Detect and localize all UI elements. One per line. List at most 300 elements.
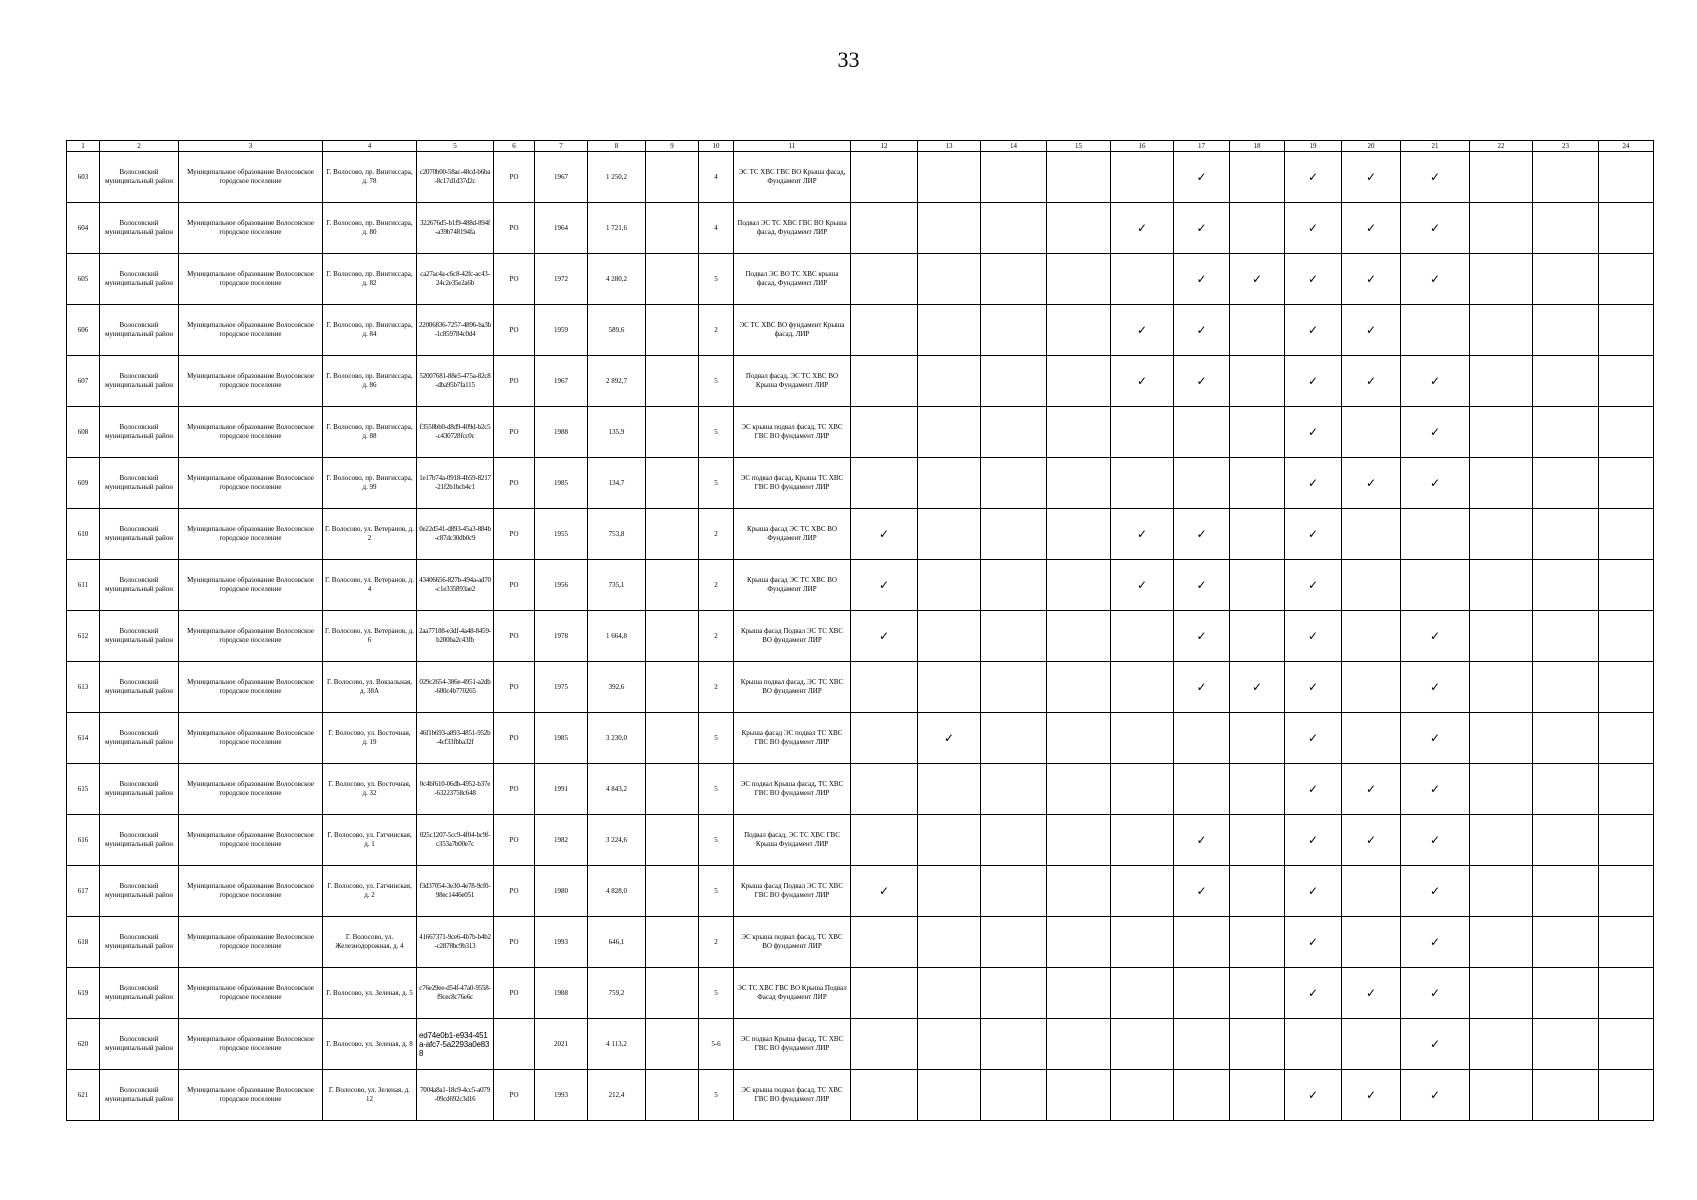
address-cell: Г. Волосово, ул. Зеленая, д. 8: [323, 1019, 417, 1070]
municipality-cell: Муниципальное образование Волосовское городское поселение: [179, 560, 323, 611]
check-cell-col-24: [1599, 866, 1654, 917]
row-number: 610: [67, 509, 100, 560]
column-9-cell: [646, 203, 699, 254]
row-number: 608: [67, 407, 100, 458]
check-cell-col-19: [1285, 713, 1342, 764]
district-cell: Волосовский муниципальный район: [100, 560, 179, 611]
address-cell: Г. Волосово, пр. Вингиссара, д. 88: [323, 407, 417, 458]
checkmark-icon: ✓: [1307, 424, 1319, 439]
address-cell: Г. Волосово, ул. Гатчинская, д. 2: [323, 866, 417, 917]
area-cell: 392,6: [588, 662, 646, 713]
checkmark-icon: ✓: [1196, 628, 1207, 643]
municipality-cell: Муниципальное образование Волосовское городское поселение: [179, 815, 323, 866]
type-cell: РО: [494, 866, 535, 917]
floors-cell: 2: [699, 611, 734, 662]
check-cell-col-15: [1047, 356, 1111, 407]
check-cell-col-24: [1599, 203, 1654, 254]
year-cell: 1991: [535, 764, 588, 815]
checkmark-icon: ✓: [1429, 628, 1441, 643]
house-code-cell: 1e17b74a-0918-4b59-8217-21f2b1bcb4c1: [417, 458, 494, 509]
check-cell-col-16: [1111, 509, 1174, 560]
floors-cell: 2: [699, 509, 734, 560]
check-cell-col-22: [1470, 152, 1533, 203]
check-cell-col-15: [1047, 611, 1111, 662]
check-cell-col-13: [918, 254, 981, 305]
check-cell-col-24: [1599, 713, 1654, 764]
address-cell: Г. Волосово, ул. Ветеранов, д. 6: [323, 611, 417, 662]
check-cell-col-17: [1174, 815, 1230, 866]
row-number: 616: [67, 815, 100, 866]
table-row: [67, 917, 1654, 968]
house-code-cell: 7004a8a1-18c9-4cc5-a079-09cd692c3d16: [417, 1070, 494, 1121]
checkmark-icon: ✓: [1307, 475, 1319, 490]
house-code-cell: f3d37054-3e30-4e78-9cf0-98ec1446e051: [417, 866, 494, 917]
check-cell-col-23: [1533, 917, 1599, 968]
area-cell: 4 828,0: [588, 866, 646, 917]
address-cell: Г. Волосово, ул. Восточная, д. 32: [323, 764, 417, 815]
works-cell: Подвал ЭС ТС ХВС ГВС ВО Крыша фасад, Фундамент ЛИР: [734, 203, 851, 254]
works-cell: ЭС подвал фасад, Крыша ТС ХВС ГВС ВО фундамент ЛИР: [734, 458, 851, 509]
check-cell-col-17: [1174, 509, 1230, 560]
type-cell: РО: [494, 509, 535, 560]
check-cell-col-23: [1533, 611, 1599, 662]
column-number: 17: [1174, 141, 1230, 152]
check-cell-col-18: [1230, 815, 1285, 866]
checkmark-icon: ✓: [1365, 985, 1377, 1000]
municipality-cell: Муниципальное образование Волосовское городское поселение: [179, 662, 323, 713]
checkmark-icon: ✓: [1365, 1087, 1377, 1102]
check-cell-col-23: [1533, 815, 1599, 866]
check-cell-col-13: [918, 662, 981, 713]
check-cell-col-21: [1401, 407, 1470, 458]
check-cell-col-23: [1533, 560, 1599, 611]
check-cell-col-13: [918, 509, 981, 560]
checkmark-icon: ✓: [1429, 883, 1441, 898]
type-cell: РО: [494, 407, 535, 458]
check-cell-col-22: [1470, 458, 1533, 509]
check-cell-col-22: [1470, 815, 1533, 866]
district-cell: Волосовский муниципальный район: [100, 968, 179, 1019]
check-cell-col-18: [1230, 509, 1285, 560]
check-cell-col-12: [851, 866, 918, 917]
row-number: 619: [67, 968, 100, 1019]
check-cell-col-24: [1599, 305, 1654, 356]
floors-cell: 2: [699, 917, 734, 968]
table-row: [67, 968, 1654, 1019]
works-cell: Крыша фасад ЭС ТС ХВС ВО Фундамент ЛИР: [734, 509, 851, 560]
area-cell: 1 664,8: [588, 611, 646, 662]
district-cell: Волосовский муниципальный район: [100, 815, 179, 866]
checkmark-icon: ✓: [1307, 220, 1319, 235]
works-cell: ЭС ТС ХВС ВО фундамент Крыша фасад, ЛИР: [734, 305, 851, 356]
floors-cell: 4: [699, 203, 734, 254]
table-row: [67, 662, 1654, 713]
check-cell-col-12: [851, 917, 918, 968]
year-cell: 1967: [535, 356, 588, 407]
type-cell: РО: [494, 203, 535, 254]
checkmark-icon: ✓: [1429, 832, 1441, 847]
column-9-cell: [646, 458, 699, 509]
year-cell: 1959: [535, 305, 588, 356]
check-cell-col-14: [981, 560, 1047, 611]
checkmark-icon: ✓: [1196, 271, 1207, 286]
check-cell-col-13: [918, 866, 981, 917]
area-cell: 735,1: [588, 560, 646, 611]
floors-cell: 2: [699, 560, 734, 611]
floors-cell: 5: [699, 407, 734, 458]
address-cell: Г. Волосово, ул. Ветеранов, д. 4: [323, 560, 417, 611]
type-cell: [494, 1019, 535, 1070]
check-cell-col-19: [1285, 866, 1342, 917]
check-cell-col-19: [1285, 407, 1342, 458]
address-cell: Г. Волосово, ул. Восточная, д. 19: [323, 713, 417, 764]
checkmark-icon: ✓: [1307, 934, 1319, 949]
district-cell: Волосовский муниципальный район: [100, 1019, 179, 1070]
municipality-cell: Муниципальное образование Волосовское городское поселение: [179, 968, 323, 1019]
row-number: 603: [67, 152, 100, 203]
checkmark-icon: ✓: [878, 526, 890, 541]
row-number: 604: [67, 203, 100, 254]
check-cell-col-24: [1599, 764, 1654, 815]
year-cell: 1988: [535, 968, 588, 1019]
column-number: 15: [1047, 141, 1111, 152]
checkmark-icon: ✓: [1429, 220, 1441, 235]
house-code-cell: 46f1b693-a893-4851-952b-4cf33fbba32f: [417, 713, 494, 764]
municipality-cell: Муниципальное образование Волосовское городское поселение: [179, 917, 323, 968]
address-cell: Г. Волосово, ул. Зеленая, д. 5: [323, 968, 417, 1019]
check-cell-col-21: [1401, 560, 1470, 611]
area-cell: 4 843,2: [588, 764, 646, 815]
checkmark-icon: ✓: [1429, 781, 1441, 796]
check-cell-col-22: [1470, 254, 1533, 305]
row-number: 614: [67, 713, 100, 764]
check-cell-col-15: [1047, 305, 1111, 356]
check-cell-col-17: [1174, 764, 1230, 815]
row-number: 613: [67, 662, 100, 713]
check-cell-col-16: [1111, 356, 1174, 407]
check-cell-col-20: [1342, 713, 1401, 764]
works-cell: ЭС крыша подвал фасад, ТС ХВС ГВС ВО фундамент ЛИР: [734, 1070, 851, 1121]
year-cell: 1964: [535, 203, 588, 254]
check-cell-col-14: [981, 356, 1047, 407]
works-cell: Крыша фасад Подвал ЭС ТС ХВС ГВС ВО фундамент ЛИР: [734, 866, 851, 917]
table-header: [67, 141, 1654, 152]
check-cell-col-19: [1285, 662, 1342, 713]
checkmark-icon: ✓: [1196, 373, 1207, 388]
area-cell: 3 230,0: [588, 713, 646, 764]
check-cell-col-14: [981, 866, 1047, 917]
check-cell-col-14: [981, 1070, 1047, 1121]
check-cell-col-20: [1342, 1019, 1401, 1070]
address-cell: Г. Волосово, ул. Гатчинская, д. 1: [323, 815, 417, 866]
column-9-cell: [646, 968, 699, 1019]
check-cell-col-18: [1230, 968, 1285, 1019]
house-code-cell: 0e22d541-d893-45a3-884b-c87dc30db0c9: [417, 509, 494, 560]
floors-cell: 5: [699, 968, 734, 1019]
check-cell-col-24: [1599, 509, 1654, 560]
municipality-cell: Муниципальное образование Волосовское городское поселение: [179, 305, 323, 356]
municipality-cell: Муниципальное образование Волосовское городское поселение: [179, 1019, 323, 1070]
check-cell-col-20: [1342, 152, 1401, 203]
check-cell-col-18: [1230, 866, 1285, 917]
check-cell-col-23: [1533, 458, 1599, 509]
year-cell: 1972: [535, 254, 588, 305]
floors-cell: 5: [699, 356, 734, 407]
year-cell: 2021: [535, 1019, 588, 1070]
column-number: 14: [981, 141, 1047, 152]
checkmark-icon: ✓: [1429, 1036, 1441, 1051]
district-cell: Волосовский муниципальный район: [100, 662, 179, 713]
check-cell-col-22: [1470, 866, 1533, 917]
check-cell-col-14: [981, 662, 1047, 713]
check-cell-col-12: [851, 458, 918, 509]
check-cell-col-21: [1401, 662, 1470, 713]
floors-cell: 5: [699, 458, 734, 509]
floors-cell: 2: [699, 305, 734, 356]
floors-cell: 5: [699, 713, 734, 764]
check-cell-col-15: [1047, 254, 1111, 305]
check-cell-col-24: [1599, 611, 1654, 662]
check-cell-col-18: [1230, 152, 1285, 203]
column-9-cell: [646, 152, 699, 203]
check-cell-col-22: [1470, 968, 1533, 1019]
check-cell-col-21: [1401, 203, 1470, 254]
works-cell: ЭС ТС ХВС ГВС ВО Крыша фасад, Фундамент ЛИР: [734, 152, 851, 203]
check-cell-col-16: [1111, 866, 1174, 917]
column-number: 13: [918, 141, 981, 152]
check-cell-col-21: [1401, 1070, 1470, 1121]
check-cell-col-23: [1533, 509, 1599, 560]
check-cell-col-21: [1401, 611, 1470, 662]
check-cell-col-24: [1599, 407, 1654, 458]
check-cell-col-13: [918, 815, 981, 866]
check-cell-col-18: [1230, 917, 1285, 968]
check-cell-col-12: [851, 662, 918, 713]
checkmark-icon: ✓: [1429, 424, 1441, 439]
check-cell-col-16: [1111, 305, 1174, 356]
column-9-cell: [646, 1019, 699, 1070]
column-number: 9: [646, 141, 699, 152]
checkmark-icon: ✓: [1136, 322, 1148, 337]
check-cell-col-16: [1111, 458, 1174, 509]
house-code-cell: ed74e0b1-e934-451a-afc7-5a2293a0e838: [417, 1019, 494, 1070]
floors-cell: 5: [699, 764, 734, 815]
area-cell: 753,8: [588, 509, 646, 560]
checkmark-icon: ✓: [1196, 883, 1207, 898]
houses-table: [66, 140, 1654, 1121]
house-code-cell: 322676d5-b1f9-488d-894f-a39b748194fa: [417, 203, 494, 254]
check-cell-col-19: [1285, 968, 1342, 1019]
check-cell-col-20: [1342, 815, 1401, 866]
check-cell-col-18: [1230, 1070, 1285, 1121]
type-cell: РО: [494, 305, 535, 356]
type-cell: РО: [494, 611, 535, 662]
check-cell-col-18: [1230, 611, 1285, 662]
check-cell-col-12: [851, 407, 918, 458]
check-cell-col-15: [1047, 203, 1111, 254]
check-cell-col-17: [1174, 866, 1230, 917]
checkmark-icon: ✓: [1307, 679, 1319, 694]
address-cell: Г. Волосово, пр. Вингиссара, д. 78: [323, 152, 417, 203]
checkmark-icon: ✓: [1307, 883, 1319, 898]
district-cell: Волосовский муниципальный район: [100, 203, 179, 254]
address-cell: Г. Волосово, пр. Вингиссара, д. 86: [323, 356, 417, 407]
checkmark-icon: ✓: [1251, 271, 1263, 286]
check-cell-col-24: [1599, 254, 1654, 305]
check-cell-col-16: [1111, 662, 1174, 713]
type-cell: РО: [494, 356, 535, 407]
house-code-cell: 029c2654-386e-4951-a2db-600c4b770265: [417, 662, 494, 713]
check-cell-col-12: [851, 1070, 918, 1121]
type-cell: РО: [494, 713, 535, 764]
check-cell-col-20: [1342, 1070, 1401, 1121]
checkmark-icon: ✓: [943, 730, 955, 745]
district-cell: Волосовский муниципальный район: [100, 509, 179, 560]
check-cell-col-16: [1111, 968, 1174, 1019]
check-cell-col-18: [1230, 458, 1285, 509]
year-cell: 1956: [535, 560, 588, 611]
checkmark-icon: ✓: [1365, 271, 1377, 286]
column-9-cell: [646, 509, 699, 560]
check-cell-col-22: [1470, 407, 1533, 458]
table-body: [67, 152, 1654, 1121]
check-cell-col-22: [1470, 662, 1533, 713]
check-cell-col-13: [918, 917, 981, 968]
check-cell-col-17: [1174, 152, 1230, 203]
check-cell-col-20: [1342, 968, 1401, 1019]
check-cell-col-24: [1599, 968, 1654, 1019]
area-cell: 759,2: [588, 968, 646, 1019]
check-cell-col-13: [918, 560, 981, 611]
district-cell: Волосовский муниципальный район: [100, 254, 179, 305]
check-cell-col-15: [1047, 458, 1111, 509]
check-cell-col-13: [918, 305, 981, 356]
column-number: 23: [1533, 141, 1599, 152]
check-cell-col-17: [1174, 1070, 1230, 1121]
check-cell-col-19: [1285, 917, 1342, 968]
floors-cell: 4: [699, 152, 734, 203]
row-number: 617: [67, 866, 100, 917]
area-cell: 1 721,6: [588, 203, 646, 254]
check-cell-col-19: [1285, 203, 1342, 254]
checkmark-icon: ✓: [1196, 679, 1207, 694]
municipality-cell: Муниципальное образование Волосовское городское поселение: [179, 356, 323, 407]
check-cell-col-15: [1047, 1070, 1111, 1121]
checkmark-icon: ✓: [1429, 985, 1441, 1000]
check-cell-col-20: [1342, 305, 1401, 356]
table-row: [67, 254, 1654, 305]
check-cell-col-21: [1401, 713, 1470, 764]
check-cell-col-24: [1599, 1070, 1654, 1121]
check-cell-col-23: [1533, 203, 1599, 254]
row-number: 620: [67, 1019, 100, 1070]
column-number: 22: [1470, 141, 1533, 152]
check-cell-col-13: [918, 611, 981, 662]
house-code-cell: 0c4bf610-06db-4952-b37e-63223758c648: [417, 764, 494, 815]
area-cell: 2 892,7: [588, 356, 646, 407]
check-cell-col-15: [1047, 866, 1111, 917]
area-cell: 212,4: [588, 1070, 646, 1121]
floors-cell: 5: [699, 866, 734, 917]
check-cell-col-12: [851, 968, 918, 1019]
type-cell: РО: [494, 764, 535, 815]
column-number: 10: [699, 141, 734, 152]
checkmark-icon: ✓: [1196, 322, 1207, 337]
checkmark-icon: ✓: [1307, 526, 1319, 541]
municipality-cell: Муниципальное образование Волосовское городское поселение: [179, 407, 323, 458]
check-cell-col-22: [1470, 611, 1533, 662]
table-row: [67, 611, 1654, 662]
check-cell-col-21: [1401, 509, 1470, 560]
checkmark-icon: ✓: [1196, 832, 1207, 847]
checkmark-icon: ✓: [1365, 832, 1377, 847]
check-cell-col-16: [1111, 764, 1174, 815]
table-row: [67, 305, 1654, 356]
check-cell-col-22: [1470, 560, 1533, 611]
column-9-cell: [646, 764, 699, 815]
column-number: 8: [588, 141, 646, 152]
check-cell-col-22: [1470, 917, 1533, 968]
check-cell-col-19: [1285, 1070, 1342, 1121]
row-number: 605: [67, 254, 100, 305]
checkmark-icon: ✓: [1307, 781, 1319, 796]
checkmark-icon: ✓: [1136, 220, 1148, 235]
check-cell-col-23: [1533, 866, 1599, 917]
check-cell-col-14: [981, 407, 1047, 458]
check-cell-col-21: [1401, 152, 1470, 203]
area-cell: 4 113,2: [588, 1019, 646, 1070]
table-row: [67, 203, 1654, 254]
address-cell: Г. Волосово, пр. Вингиссара, д. 99: [323, 458, 417, 509]
floors-cell: 2: [699, 662, 734, 713]
municipality-cell: Муниципальное образование Волосовское городское поселение: [179, 254, 323, 305]
row-number: 609: [67, 458, 100, 509]
checkmark-icon: ✓: [1307, 832, 1319, 847]
check-cell-col-21: [1401, 254, 1470, 305]
check-cell-col-24: [1599, 152, 1654, 203]
table-row: [67, 407, 1654, 458]
check-cell-col-21: [1401, 458, 1470, 509]
works-cell: Подвал фасад, ЭС ТС ХВС ВО Крыша Фундамент ЛИР: [734, 356, 851, 407]
check-cell-col-18: [1230, 305, 1285, 356]
checkmark-icon: ✓: [1429, 1087, 1441, 1102]
check-cell-col-23: [1533, 713, 1599, 764]
check-cell-col-12: [851, 203, 918, 254]
check-cell-col-18: [1230, 560, 1285, 611]
check-cell-col-16: [1111, 407, 1174, 458]
check-cell-col-18: [1230, 1019, 1285, 1070]
checkmark-icon: ✓: [1429, 475, 1441, 490]
column-number: 2: [100, 141, 179, 152]
table-row: [67, 1070, 1654, 1121]
year-cell: 1985: [535, 458, 588, 509]
column-number: 21: [1401, 141, 1470, 152]
column-number: 5: [417, 141, 494, 152]
column-9-cell: [646, 611, 699, 662]
column-number: 16: [1111, 141, 1174, 152]
row-number: 611: [67, 560, 100, 611]
check-cell-col-14: [981, 713, 1047, 764]
municipality-cell: Муниципальное образование Волосовское городское поселение: [179, 458, 323, 509]
check-cell-col-13: [918, 458, 981, 509]
column-9-cell: [646, 662, 699, 713]
area-cell: 3 224,6: [588, 815, 646, 866]
checkmark-icon: ✓: [1365, 781, 1377, 796]
check-cell-col-21: [1401, 356, 1470, 407]
check-cell-col-22: [1470, 1019, 1533, 1070]
check-cell-col-23: [1533, 407, 1599, 458]
column-number: 24: [1599, 141, 1654, 152]
